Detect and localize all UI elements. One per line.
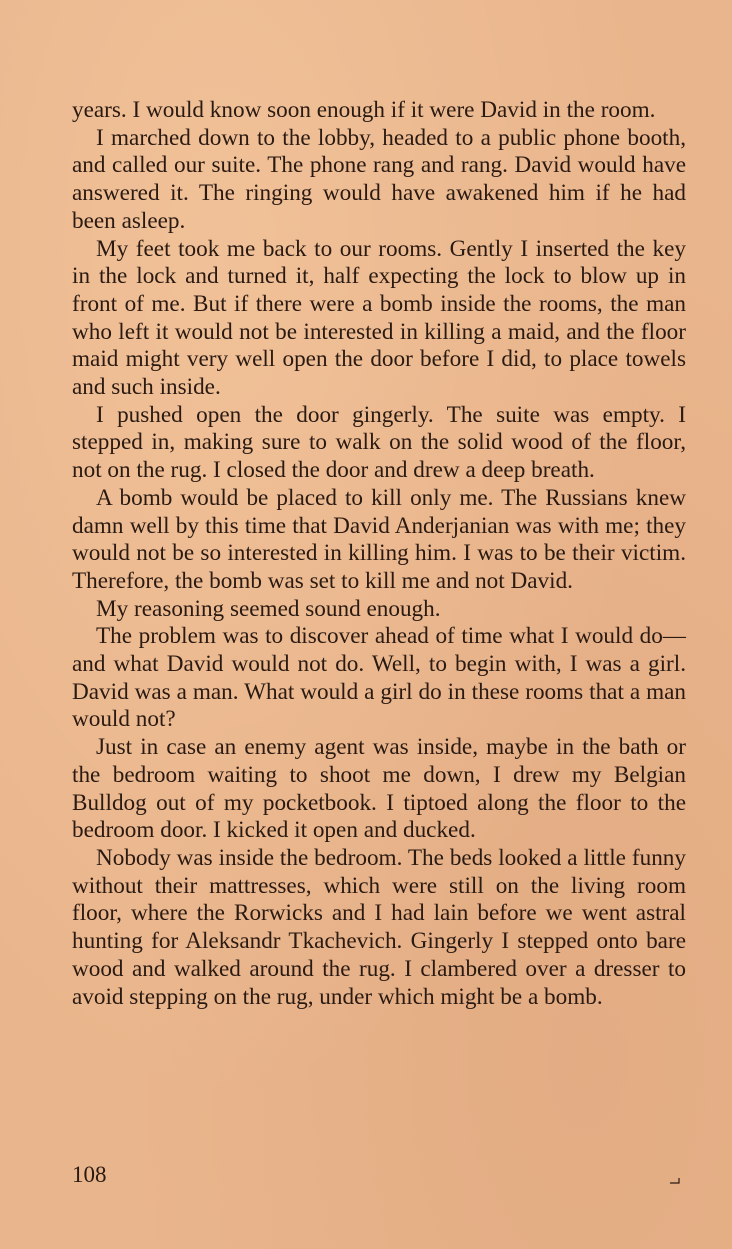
paragraph-5: A bomb would be placed to kill only me. The Russians knew damn well by this time that David Anderjanian was with me; they would not be so interested in killing him. I was to be their victim. Therefore, the bomb was set to kill me and not David.	[72, 484, 686, 594]
paragraph-9: Nobody was inside the bedroom. The beds looked a little funny without their mattresses, which were still on the living room floor, where the Rorwicks and I had lain before we went astral hunting for Aleksandr Tkachevich. Gingerly I stepped onto bare wood and walked around the rug. I clambered over a dresser to avoid stepping on the rug, under which might be a bomb.	[72, 844, 686, 1010]
paragraph-3: My feet took me back to our rooms. Gently I inserted the key in the lock and turned it, half expecting the lock to blow up in front of me. But if there were a bomb inside the rooms, the man who left it would not be interested in killing a maid, and the floor maid might very well open the door before I did, to place towels and such inside.	[72, 235, 686, 401]
paragraph-1: years. I would know soon enough if it were David in the room.	[72, 97, 656, 123]
paragraph-7: The problem was to discover ahead of time what I would do—and what David would not do. Well, to begin with, I was a girl. David was a man. What would a girl do in these rooms that a man would not?	[72, 623, 686, 733]
paragraph-8: Just in case an enemy agent was inside, maybe in the bath or the bedroom waiting to shoot me down, I drew my Belgian Bulldog out of my pocketbook. I tiptoed along the floor to the bedroom door. I kicked it open and ducked.	[72, 734, 686, 844]
corner-mark-icon	[670, 1178, 680, 1184]
paragraph-6: My reasoning seemed sound enough.	[96, 595, 441, 622]
page-body-text	[72, 97, 686, 1011]
paragraph-4: I pushed open the door gingerly. The suite was empty. I stepped in, making sure to walk on the solid wood of the floor, not on the rug. I closed the door and drew a deep breath.	[72, 401, 686, 484]
paragraph-2: I marched down to the lobby, headed to a public phone booth, and called our suite. The phone rang and rang. David would have answered it. The ringing would have awakened him if he had been asleep.	[72, 124, 686, 234]
page-number: 108	[72, 1162, 107, 1187]
